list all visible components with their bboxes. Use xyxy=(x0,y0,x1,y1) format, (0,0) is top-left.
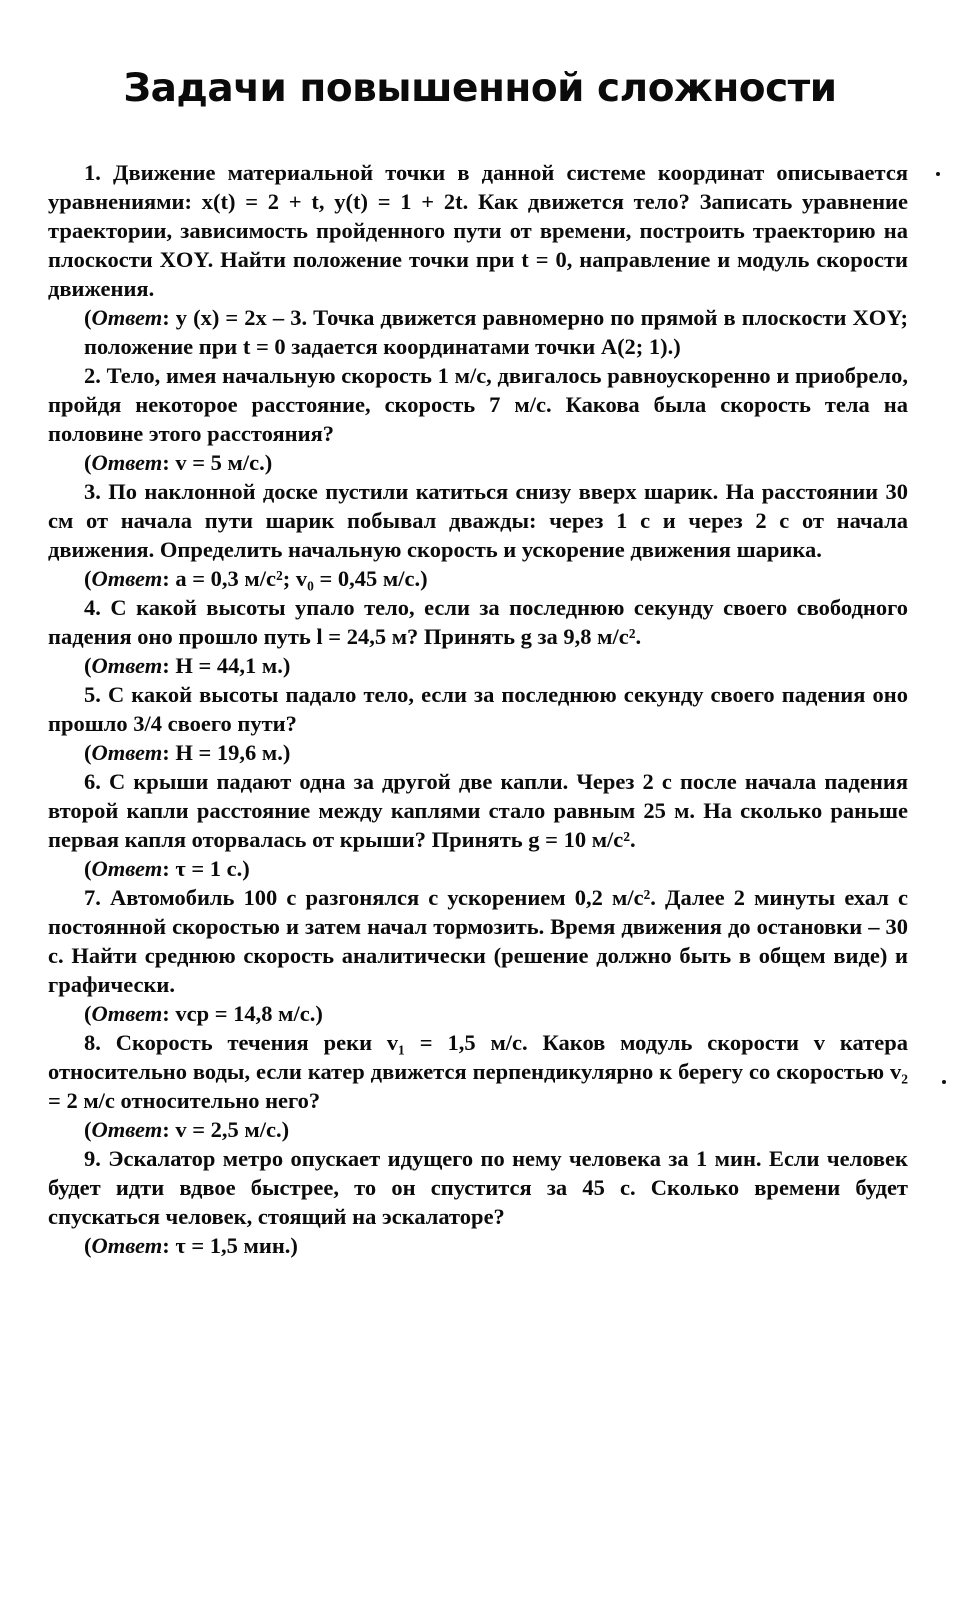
answer-value: H = 19,6 м.) xyxy=(175,740,291,765)
problem-text: 7. Автомобиль 100 с разгонялся с ускорением 0,2 м/с². Далее 2 минуты ехал с постоянной скоростью и затем начал тормозить. Время движения до остановки – 30 с. Найти среднюю скорость аналитически (решение должно быть в общем виде) и графически. xyxy=(48,885,908,997)
answer-label: Ответ xyxy=(91,1233,163,1258)
answer-label: Ответ xyxy=(91,1001,163,1026)
answer-label: Ответ xyxy=(91,450,163,475)
answer-line: (Ответ: v = 5 м/с.) xyxy=(84,450,273,475)
problem-list xyxy=(48,158,908,1260)
problem-text: 9. Эскалатор метро опускает идущего по нему человека за 1 мин. Если человек будет идти вдвое быстрее, то он спустится за 45 с. Сколько времени будет спускаться человек, стоящий на эскалаторе? xyxy=(48,1146,908,1229)
answer-line: (Ответ: τ = 1,5 мин.) xyxy=(84,1233,298,1258)
answer-label: Ответ xyxy=(91,1117,163,1142)
answer-label: Ответ xyxy=(91,653,163,678)
answer-line: (Ответ: v = 2,5 м/с.) xyxy=(84,1117,290,1142)
problem-text: 8. Скорость течения реки v₁ = 1,5 м/с. Каков модуль скорости v катера относительно воды, если катер движется перпендикулярно к берегу со скоростью v₂ = 2 м/с относительно него? xyxy=(48,1030,908,1113)
answer-label: Ответ xyxy=(91,305,163,330)
margin-dot xyxy=(936,172,940,176)
problem-text: 1. Движение материальной точки в данной системе координат описывается уравнениями: x(t) = 2 + t, y(t) = 1 + 2t. Как движется тело? Записать уравнение траектории, зависимость пройденного пути от времени, построить траекторию на плоскости XOY. Найти положение точки при t = 0, направление и модуль скорости движения. xyxy=(48,160,908,301)
problem-5 xyxy=(48,680,908,767)
answer-line: (Ответ: y (x) = 2x – 3. Точка движется равномерно по прямой в плоскости XOY; положение при t = 0 задается координатами точки A(2; 1).) xyxy=(84,305,908,359)
problem-text: 2. Тело, имея начальную скорость 1 м/с, двигалось равноускоренно и приобрело, пройдя некоторое расстояние, скорость 7 м/с. Какова была скорость тела на половине этого расстояния? xyxy=(48,363,908,446)
page-title: Задачи повышенной сложности xyxy=(123,66,837,111)
answer-value: τ = 1 с.) xyxy=(175,856,250,881)
answer-value: y (x) = 2x – 3. Точка движется равномерно по прямой в плоскости XOY; положение при t = 0 задается координатами точки A(2; 1).) xyxy=(84,305,908,359)
problem-text: 5. С какой высоты падало тело, если за последнюю секунду своего падения оно прошло 3/4 своего пути? xyxy=(48,682,908,736)
answer-label: Ответ xyxy=(91,856,163,881)
problem-1 xyxy=(48,158,908,361)
problem-4 xyxy=(48,593,908,680)
answer-label: Ответ xyxy=(91,740,163,765)
problem-6 xyxy=(48,767,908,883)
problem-9 xyxy=(48,1144,908,1260)
problem-8 xyxy=(48,1028,908,1144)
answer-value: τ = 1,5 мин.) xyxy=(175,1233,298,1258)
answer-label: Ответ xyxy=(91,566,163,591)
answer-value: H = 44,1 м.) xyxy=(175,653,291,678)
answer-value: v = 2,5 м/с.) xyxy=(175,1117,290,1142)
answer-line: (Ответ: H = 19,6 м.) xyxy=(84,740,291,765)
problem-text: 3. По наклонной доске пустили катиться снизу вверх шарик. На расстоянии 30 см от начала пути шарик побывал дважды: через 1 с и через 2 с от начала движения. Определить начальную скорость и ускорение движения шарика. xyxy=(48,479,908,562)
answer-line: (Ответ: vср = 14,8 м/с.) xyxy=(84,1001,323,1026)
answer-value: a = 0,3 м/с²; v₀ = 0,45 м/с.) xyxy=(175,566,428,591)
problem-text: 6. С крыши падают одна за другой две капли. Через 2 с после начала падения второй капли расстояние между каплями стало равным 25 м. На сколько раньше первая капля оторвалась от крыши? Принять g = 10 м/с². xyxy=(48,769,908,852)
margin-dot xyxy=(942,1080,946,1084)
answer-line: (Ответ: τ = 1 с.) xyxy=(84,856,250,881)
problem-3 xyxy=(48,477,908,593)
answer-line: (Ответ: H = 44,1 м.) xyxy=(84,653,291,678)
problem-text: 4. С какой высоты упало тело, если за последнюю секунду своего свободного падения оно прошло путь l = 24,5 м? Принять g за 9,8 м/с². xyxy=(48,595,908,649)
answer-value: v = 5 м/с.) xyxy=(175,450,273,475)
answer-value: vср = 14,8 м/с.) xyxy=(175,1001,323,1026)
answer-line: (Ответ: a = 0,3 м/с²; v₀ = 0,45 м/с.) xyxy=(84,566,428,591)
problem-2 xyxy=(48,361,908,477)
problem-7 xyxy=(48,883,908,1028)
